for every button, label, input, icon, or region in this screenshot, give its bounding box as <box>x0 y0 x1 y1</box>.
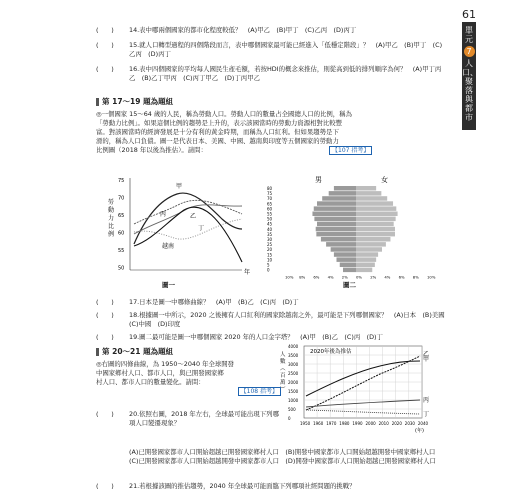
male-bar <box>340 263 356 268</box>
male-bar <box>329 191 356 196</box>
question-text: 21.若根據該圖的推估趨勢，2040 年全球最可能面臨下列哪項社經問題的挑戰？ <box>129 482 356 490</box>
y-tick-label: 45 <box>267 221 273 227</box>
y-tick-label: 20 <box>267 247 273 253</box>
y-tick-label: 500 <box>288 407 296 412</box>
question-text: 16.表中四個國家的平均每人國民生產毛額，若按HDI的概念來推估，則從高到低的排列順序為何？ (A)甲丁丙乙 (B)乙丁甲丙 (C)丙丁甲乙 (D)丁丙甲乙 <box>129 65 442 82</box>
answer-blank[interactable]: ( ) <box>96 298 114 306</box>
passage-line: 富。對該國當時的經濟發展是十分有利的黃金時期，而稱為人口紅利。但如果趨勢是下 <box>96 128 339 136</box>
ylabel-char: 例 <box>108 231 115 238</box>
female-bar <box>356 263 375 268</box>
male-bar <box>316 227 356 232</box>
ylabel-char: 比 <box>108 223 115 230</box>
question-text: 14.表中哪兩個國家的都市化程度較低？ (A)甲乙 (B)甲丁 (C)乙丙 (D)丙丁 <box>129 26 357 34</box>
section-heading-20-21: 第 20～21 題為題組 <box>96 347 173 356</box>
female-bar <box>356 196 387 201</box>
figure-2-pyramid <box>263 174 438 292</box>
curve-label-yi: 乙 <box>423 351 430 358</box>
figure-1-svg <box>102 174 252 292</box>
x-tick-label: 2010 <box>378 421 389 426</box>
male-bar <box>317 222 356 227</box>
male-bar <box>316 232 356 237</box>
x-axis-unit: (年) <box>415 428 424 434</box>
male-bar <box>334 186 356 191</box>
figure-2-caption: 圖二 <box>343 281 356 289</box>
female-bar <box>356 212 398 217</box>
curve-jia <box>134 193 242 244</box>
section-marker <box>96 98 99 106</box>
y-tick-label: 3000 <box>288 362 299 367</box>
unit-side-tab <box>462 22 476 130</box>
y-tick-label: 60 <box>118 230 125 237</box>
female-bar <box>356 222 394 227</box>
answer-blank[interactable]: ( ) <box>96 482 114 490</box>
label-vietnam: 越南 <box>162 243 175 250</box>
unit-prefix: 單元 <box>465 26 473 44</box>
label-yi: 乙 <box>190 213 197 220</box>
y-tick-label: 3500 <box>288 353 299 358</box>
x-tick-label: 2020 <box>391 421 402 426</box>
section-marker <box>96 348 99 356</box>
y-tick-label: 35 <box>267 231 273 237</box>
x-tick-label: 1970 <box>326 421 337 426</box>
y-tick-label: 5 <box>267 262 270 268</box>
y-tick-label: 55 <box>118 248 125 254</box>
female-bar <box>356 186 376 191</box>
female-bar <box>356 252 378 256</box>
female-bar <box>356 257 376 262</box>
passage-20-21 <box>96 360 281 396</box>
male-bar <box>314 217 356 222</box>
x-tick-label: 4% <box>384 274 391 280</box>
x-tick-label: 1950 <box>300 421 311 426</box>
passage-17-19 <box>96 110 446 155</box>
y-tick-label: 30 <box>267 237 273 242</box>
y-tick-label: 2500 <box>288 371 299 376</box>
passage-line: 「勞動力比例」。如果這個比例的趨勢是上升的，表示該國當時的勞動力資源相對比較豐 <box>96 119 343 127</box>
male-label: 男 <box>315 176 322 184</box>
male-bar <box>322 196 356 201</box>
y-tick-label: 70 <box>267 196 273 202</box>
ylabel-char: 萬 <box>280 380 286 386</box>
page-number: 61 <box>462 8 476 21</box>
figure-3-population-trends <box>280 344 435 434</box>
female-bar <box>356 191 381 196</box>
female-bar <box>356 232 395 237</box>
female-label: 女 <box>381 176 388 184</box>
ylabel-char: ︵ <box>280 366 286 372</box>
ylabel-char: 動 <box>108 207 115 214</box>
y-tick-label: 2000 <box>288 380 299 385</box>
y-tick-label: 15 <box>267 252 273 258</box>
y-tick-label: 50 <box>118 265 125 272</box>
x-tick-label: 1980 <box>339 421 350 426</box>
passage-line: 村人口、都市人口的數量變化。請問： <box>96 378 205 386</box>
y-tick-label: 55 <box>267 211 273 217</box>
y-tick-label: 65 <box>267 201 273 207</box>
label-ding: 丁 <box>198 225 205 232</box>
male-bar <box>317 201 356 206</box>
passage-line: ◎一個國家 15～64 歲的人民，稱為勞動人口。勞動人口的數量占全國總人口的比例，稱為 <box>96 110 352 118</box>
y-tick-label: 60 <box>267 206 273 212</box>
unit-number-badge: 7 <box>464 46 475 57</box>
x-tick-label: 6% <box>313 274 320 280</box>
exam-reference: 【108 指考】 <box>238 387 281 396</box>
female-bar <box>356 206 396 211</box>
female-bar <box>356 247 382 252</box>
x-tick-label: 0% <box>356 274 363 280</box>
curve-bing <box>134 205 242 234</box>
question-text: 20.依照右圖，2018 年左右，全球最可能出現下列哪項人口變遷現象？ <box>129 410 279 427</box>
figure-3-svg <box>280 344 435 434</box>
female-bar <box>356 268 372 273</box>
passage-line: 中國家鄉村人口、都市人口，與已開發國家鄉 <box>96 369 224 377</box>
y-tick-label: 80 <box>267 186 273 191</box>
male-bar <box>314 206 356 211</box>
x-tick-label: 1990 <box>352 421 363 426</box>
question-text: 18.根據圖一中所示，2020 之後擁有人口紅利的國家除越南之外，最可能是下列哪個國家？ (A)日本 (B)美國 (C)中國 (D)印度 <box>129 311 451 328</box>
x-axis-unit: 年 <box>244 269 251 276</box>
male-bar <box>337 257 357 262</box>
ylabel-char: 人 <box>280 352 286 358</box>
curve-label-bing: 丙 <box>423 397 430 404</box>
x-tick-label: 2000 <box>365 421 376 426</box>
answer-blank[interactable]: ( ) <box>96 333 114 341</box>
y-tick-label: 50 <box>267 216 273 222</box>
y-tick-label: 1000 <box>288 398 299 403</box>
question-text: 19.圖二最可能是圖一中哪個國家 2020 年的人口金字塔？ (A)甲 (B)乙 (C)丙 (D)丁 <box>129 333 383 341</box>
x-tick-label: 6% <box>398 274 405 280</box>
y-tick-label: 25 <box>267 242 273 248</box>
y-tick-label: 65 <box>118 213 125 219</box>
passage-line: ◎右圖的四條曲線，為 1950～2040 年全球開發 <box>96 360 235 368</box>
figure-1-ylabel <box>108 198 114 238</box>
passage-line: 比例圖（2018 年以後為推估）。請問： 【107 指考】 <box>96 146 446 155</box>
y-tick-label: 75 <box>267 191 273 197</box>
section-heading-17-19: 第 17～19 題為題組 <box>96 97 173 106</box>
female-bar <box>356 242 386 247</box>
male-bar <box>331 247 356 252</box>
y-tick-label: 75 <box>118 178 125 184</box>
answer-blank[interactable]: ( ) <box>96 311 114 319</box>
ylabel-char: 勞 <box>108 199 115 206</box>
y-tick-label: 1500 <box>288 389 299 394</box>
male-bar <box>326 242 356 247</box>
y-tick-label: 40 <box>267 226 273 232</box>
passage-line: 滑的，稱為人口負債。圖一是代表日本、美國、中國、越南與印度等五個國家的勞動力 <box>96 137 339 145</box>
exam-reference: 【107 指考】 <box>329 146 372 155</box>
male-bar <box>312 212 356 217</box>
y-tick-label: 10 <box>267 257 273 263</box>
x-tick-label: 2% <box>370 274 377 280</box>
figure-1-yticks <box>118 178 124 272</box>
passage-line <box>96 387 281 396</box>
figure-1-caption: 圖一 <box>162 281 175 289</box>
x-tick-label: 2030 <box>404 421 415 426</box>
x-tick-label: 1960 <box>313 421 324 426</box>
x-tick-label: 2040 <box>417 421 429 426</box>
x-tick-label: 8% <box>412 274 419 280</box>
male-bar <box>343 268 356 273</box>
male-bar <box>321 237 356 242</box>
figure-2-svg <box>263 174 438 292</box>
question-text: 17.日本是圖一中哪條曲線？ (A)甲 (B)乙 (C)丙 (D)丁 <box>129 298 299 306</box>
x-tick-label: 10% <box>285 274 294 280</box>
x-tick-label: 4% <box>327 274 334 280</box>
answer-blank[interactable]: ( ) <box>96 41 114 49</box>
label-bing: 丙 <box>160 211 167 218</box>
answer-blank[interactable]: ( ) <box>96 65 114 73</box>
x-tick-label: 10% <box>427 274 436 280</box>
figure-1-labor-ratio <box>102 174 252 292</box>
label-jia: 甲 <box>176 183 183 190</box>
question-text: 15.就人口轉型過程的四個階段而言，表中哪個國家最可能已經進入「低穩定階段」？ (A)甲乙 (B)甲丁 (C)乙丙 (D)丙丁 <box>129 41 443 58</box>
curve-label-jia: 甲 <box>423 356 430 363</box>
female-bar <box>356 237 390 242</box>
y-tick-label: 70 <box>118 195 125 202</box>
answer-blank[interactable]: ( ) <box>96 410 114 418</box>
female-bar <box>356 227 395 232</box>
unit-title: 人口、聚落與都市 <box>462 59 478 122</box>
y-tick-label: 0 <box>288 416 291 421</box>
ylabel-char: 力 <box>108 215 115 222</box>
y-tick-label: 0 <box>267 267 270 273</box>
curve-label-ding: 丁 <box>423 411 430 418</box>
ylabel-char: 數 <box>280 359 286 365</box>
ylabel-char: ︶ <box>280 387 286 393</box>
y-tick-label: 4000 <box>288 344 299 349</box>
question-options: (A)已開發國家都市人口開始超越已開發國家鄉村人口 (B)開發中國家都市人口開始超越開發中國家鄉村人口 (C)已開發國家都市人口開始超越開發中國家都市人口 (D)開發中國家都市人口開始超越已開發國家鄉村人口 <box>129 448 442 465</box>
figure-3-title: 2020年後為推估 <box>310 349 352 355</box>
answer-blank[interactable]: ( ) <box>96 26 114 34</box>
x-tick-label: 2% <box>341 274 348 280</box>
female-bar <box>356 217 396 222</box>
ylabel-char: 百 <box>280 373 286 379</box>
curve-yi <box>134 200 242 224</box>
x-tick-label: 8% <box>299 274 306 280</box>
male-bar <box>334 252 356 256</box>
female-bar <box>356 201 393 206</box>
